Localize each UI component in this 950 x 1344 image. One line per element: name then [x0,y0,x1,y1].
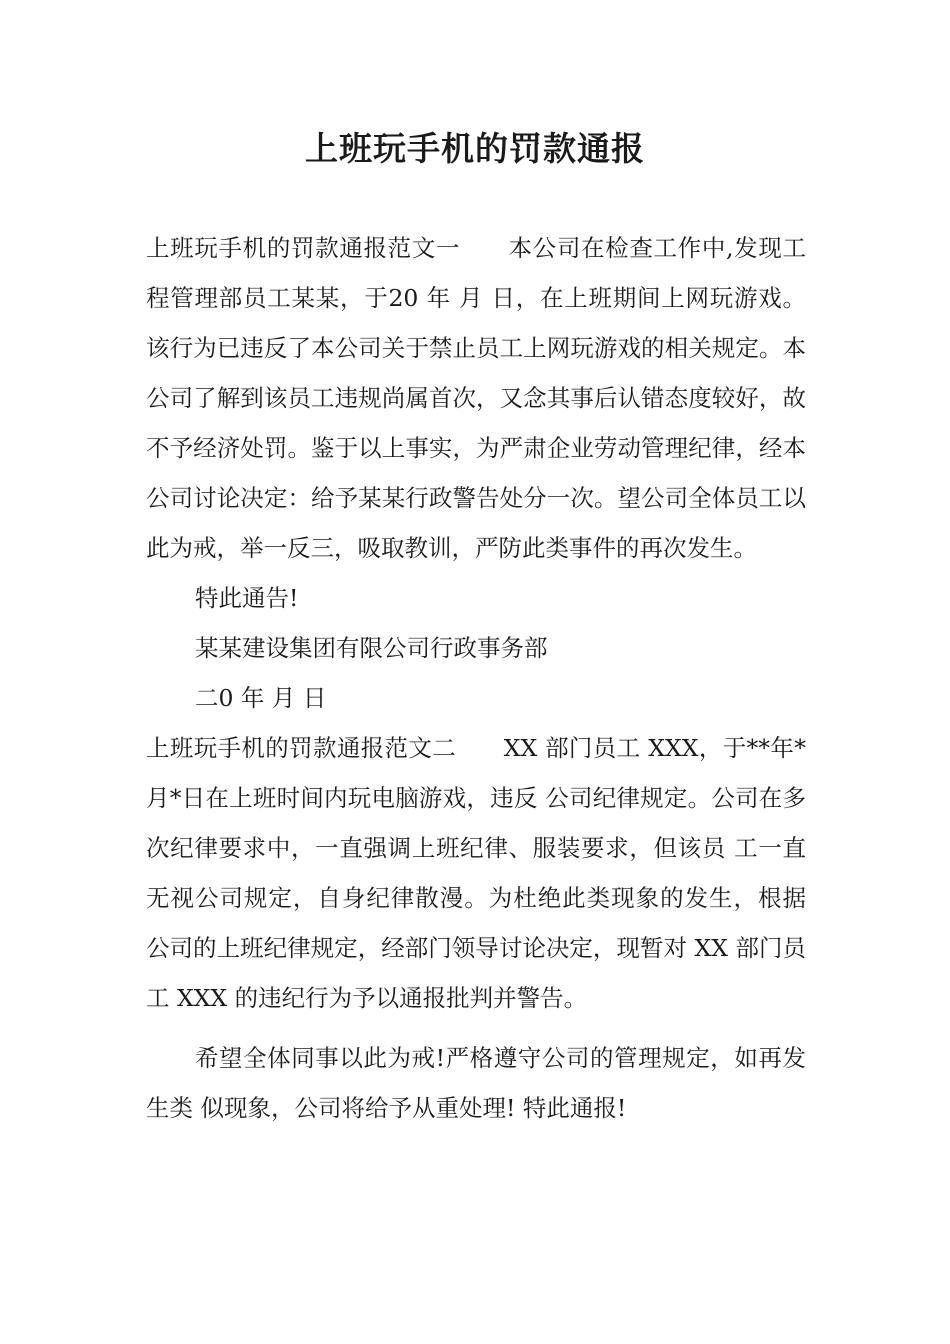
document-title: 上班玩手机的罚款通报 [305,129,645,168]
paragraph-date: 二0 年 月 日 [195,684,327,712]
paragraph-final-warning: 希望全体同事以此为戒!严格遵守公司的管理规定，如再发生类 似现象，公司将给予从重处理! 特此通报! [146,1044,806,1122]
paragraph-sample-two: 上班玩手机的罚款通报范文二 XX 部门员工 XXX，于**年*月*日在上班时间内玩电脑游戏，违反 公司纪律规定。公司在多次纪律要求中，一直强调上班纪律、服装要求，但该员 工一直无视公司规定，自身纪律散漫。为杜绝此类现象的发生，根据 公司的上班纪律规定，经部门领导讨论决定，现暂对 XX 部门员工 XXX 的违纪行为予以通报批判并警告。 [146,734,806,1012]
document-body [146,223,806,1133]
paragraph-sample-one: 上班玩手机的罚款通报范文一 本公司在检查工作中,发现工程管理部员工某某，于20 年 月 日，在上班期间上网玩游戏。该行为已违反了本公司关于禁止员工上网玩游戏的相关规定。本公司了解到该员工违规尚属首次，又念其事后认错态度较好，故不予经济处罚。鉴于以上事实，为严肃企业劳动管理纪律，经本公司讨论决定：给予某某行政警告处分一次。望公司全体员工以此为戒，举一反三，吸取教训，严防此类事件的再次发生。 [146,234,806,562]
paragraph-issuer: 某某建设集团有限公司行政事务部 [195,634,548,662]
paragraph-notice-closing: 特此通告! [195,584,299,612]
